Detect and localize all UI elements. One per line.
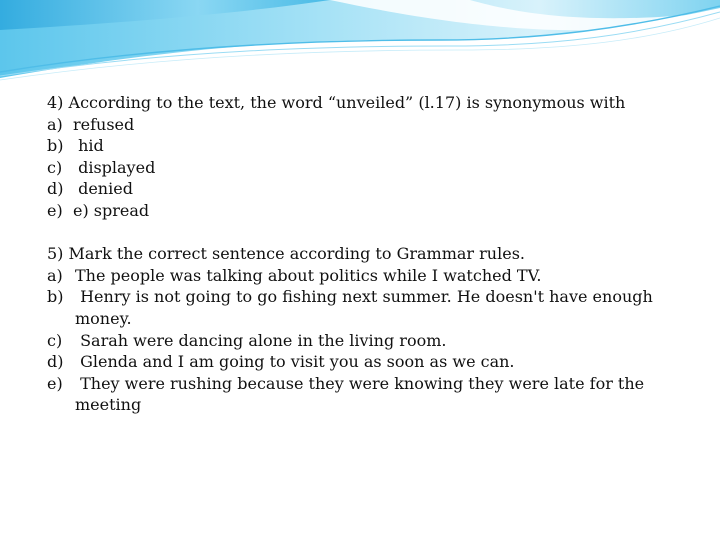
- option-letter: c): [47, 330, 63, 350]
- option-letter: d): [47, 179, 64, 199]
- option-letter: a): [47, 114, 63, 134]
- option-text: refused: [73, 114, 135, 134]
- option-text: They were rushing because they were knowing they were late for the meeting: [75, 373, 650, 415]
- option-a: [47, 114, 687, 136]
- option-text: e) spread: [73, 200, 150, 220]
- option-d: [47, 178, 687, 200]
- option-text: Sarah were dancing alone in the living room.: [75, 330, 447, 350]
- option-b: [47, 286, 687, 329]
- option-b: [47, 135, 687, 157]
- option-d: [47, 351, 687, 373]
- question-prompt: 5) Mark the correct sentence according to Grammar rules.: [47, 244, 525, 264]
- option-text: hid: [73, 136, 104, 156]
- option-a: [47, 265, 687, 287]
- option-e: [47, 200, 687, 222]
- option-text: The people was talking about politics while I watched TV.: [75, 265, 542, 285]
- option-letter: b): [47, 287, 64, 307]
- option-letter: c): [47, 157, 63, 177]
- question-prompt: 4) According to the text, the word “unveiled” (l.17) is synonymous with: [47, 93, 626, 112]
- option-text: Glenda and I am going to visit you as soon as we can.: [75, 352, 515, 372]
- question-4: [47, 92, 687, 222]
- option-text: displayed: [73, 157, 156, 177]
- option-letter: b): [47, 136, 64, 156]
- question-5: [47, 243, 687, 416]
- option-letter: a): [47, 265, 63, 285]
- option-text: Henry is not going to go fishing next summer. He doesn't have enough money.: [75, 287, 658, 328]
- option-e: [47, 373, 687, 416]
- header-wave-decoration: [0, 0, 720, 90]
- option-c: [47, 330, 687, 352]
- option-letter: e): [47, 373, 63, 393]
- option-letter: d): [47, 352, 64, 372]
- option-letter: e): [47, 200, 63, 220]
- option-c: [47, 157, 687, 179]
- document-content: [47, 92, 687, 416]
- option-text: denied: [73, 179, 133, 199]
